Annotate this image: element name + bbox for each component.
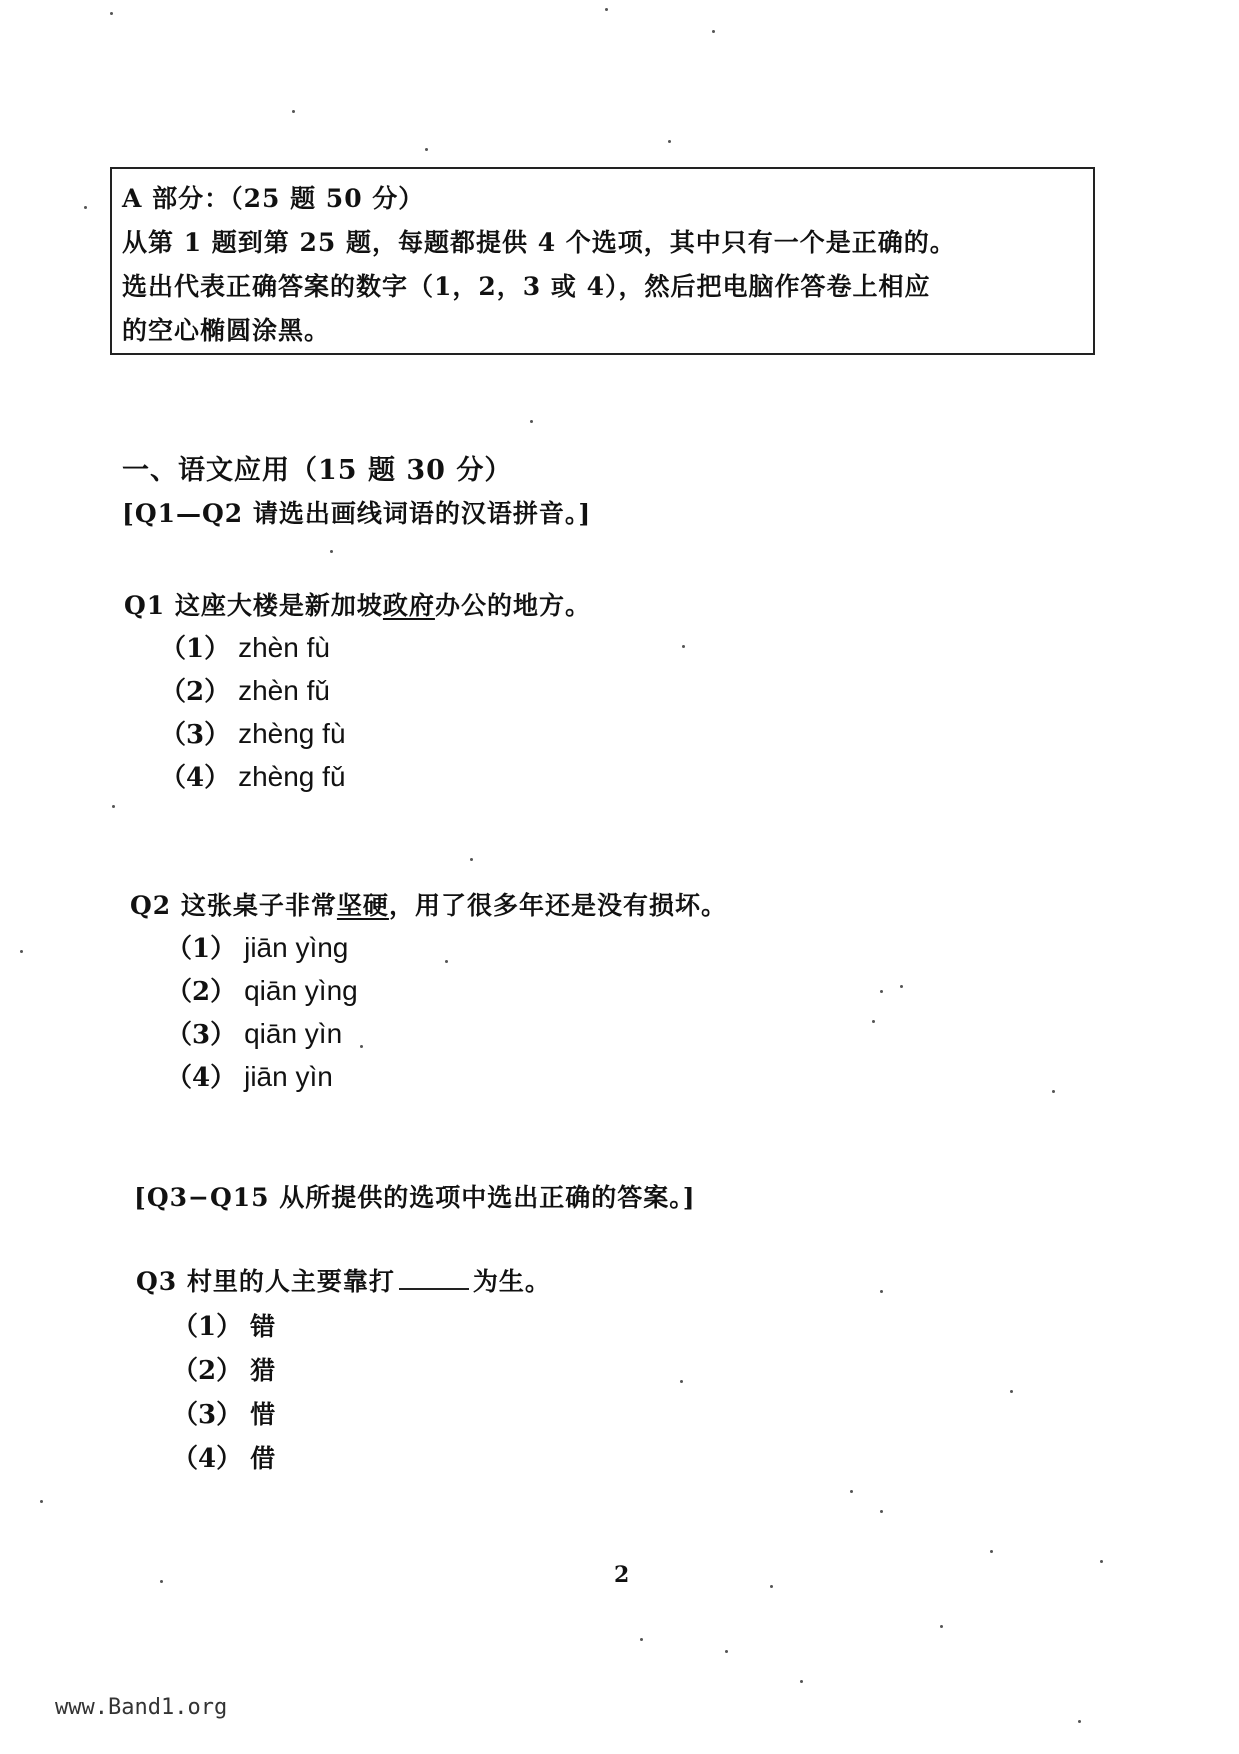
q2-option-3[interactable] <box>166 1014 342 1051</box>
stem-text: 村里的人主要靠打 <box>186 1267 395 1296</box>
q3-option-2[interactable] <box>172 1350 275 1387</box>
q2-option-1[interactable] <box>166 928 348 965</box>
instruction-line-4: 的空心椭圆涂黑。 <box>122 316 331 345</box>
underlined-word: 政府 <box>382 591 435 620</box>
option-text: zhèng fù <box>238 718 346 749</box>
instruction-line-2: 从第 1 题到第 25 题，每题都提供 4 个选项，其中只有一个是正确的。 <box>122 228 956 257</box>
footer-url[interactable]: www.Band1.org <box>55 1695 228 1720</box>
sub-instruction-q3-q15: [Q3−Q15 从所提供的选项中选出正确的答案。] <box>134 1183 696 1212</box>
q1-option-2[interactable] <box>160 671 330 708</box>
option-number: （3） <box>172 1400 243 1430</box>
answer-blank <box>399 1268 469 1290</box>
option-text: zhèng fǔ <box>238 761 346 792</box>
option-text: jiān yìn <box>244 1061 333 1092</box>
question-number: Q1 <box>124 591 166 620</box>
option-number: （2） <box>160 677 231 707</box>
option-text: 借 <box>250 1444 276 1473</box>
option-number: （3） <box>166 1020 237 1050</box>
sub-instruction-q1-q2: [Q1—Q2 请选出画线词语的汉语拼音。] <box>122 499 592 528</box>
q2-option-4[interactable] <box>166 1057 333 1094</box>
option-number: （4） <box>166 1063 237 1093</box>
option-text: qiān yìn <box>244 1018 343 1049</box>
option-number: （1） <box>166 934 237 964</box>
option-text: jiān yìng <box>244 932 349 963</box>
question-number: Q3 <box>136 1267 178 1296</box>
option-text: zhèn fù <box>238 632 330 663</box>
q3-option-1[interactable] <box>172 1306 275 1343</box>
stem-text: 这座大楼是新加坡 <box>174 591 383 620</box>
underlined-word: 坚硬 <box>336 891 389 920</box>
page-number: 2 <box>614 1562 630 1588</box>
option-number: （2） <box>172 1356 243 1386</box>
stem-text: ，用了很多年还是没有损坏。 <box>388 891 727 920</box>
option-text: 猎 <box>250 1356 276 1385</box>
stem-text: 这张桌子非常 <box>180 891 337 920</box>
option-number: （1） <box>160 634 231 664</box>
option-text: 惜 <box>250 1400 276 1429</box>
option-number: （4） <box>160 763 231 793</box>
q3-option-3[interactable] <box>172 1394 275 1431</box>
q1-option-1[interactable] <box>160 628 330 665</box>
option-number: （2） <box>166 977 237 1007</box>
question-q2-stem <box>130 886 727 922</box>
option-number: （3） <box>160 720 231 750</box>
instruction-line-3: 选出代表正确答案的数字（1，2，3 或 4），然后把电脑作答卷上相应 <box>122 272 931 301</box>
instruction-line-1: A 部分：（25 题 50 分） <box>122 184 425 213</box>
question-q3-stem <box>136 1262 551 1298</box>
instruction-box <box>110 167 1095 355</box>
option-text: zhèn fǔ <box>238 675 330 706</box>
option-number: （4） <box>172 1444 243 1474</box>
option-number: （1） <box>172 1312 243 1342</box>
stem-text: 办公的地方。 <box>434 591 591 620</box>
q1-option-4[interactable] <box>160 757 346 794</box>
section-heading: 一、语文应用（15 题 30 分） <box>122 455 513 486</box>
option-text: qiān yìng <box>244 975 358 1006</box>
q1-option-3[interactable] <box>160 714 346 751</box>
q3-option-4[interactable] <box>172 1438 275 1475</box>
question-number: Q2 <box>130 891 172 920</box>
question-q1-stem <box>124 586 591 622</box>
option-text: 错 <box>250 1312 276 1341</box>
stem-text: 为生。 <box>472 1267 551 1296</box>
q2-option-2[interactable] <box>166 971 358 1008</box>
